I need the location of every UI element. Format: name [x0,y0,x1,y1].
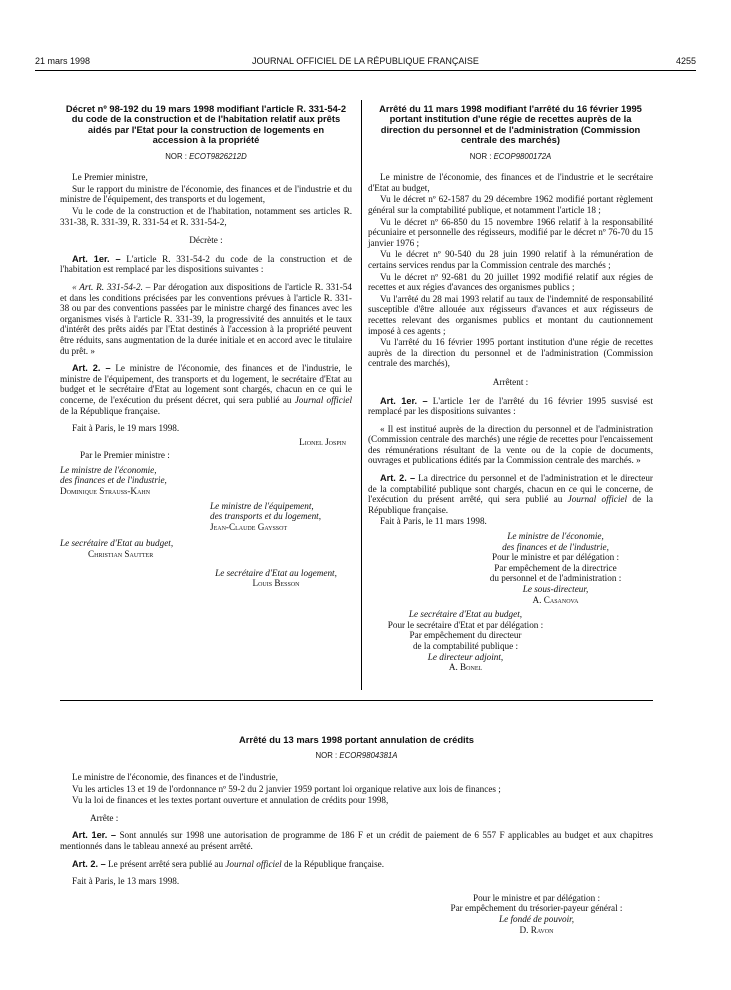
art1-quote-text: Par dérogation aux dispositions de l'article R. 331-54 et dans les conditions précisées par les conventions prévues à l'article R. 331-38 ou par des conventions passées par le ministre chargé des finances avec les organismes visés à l'article R. 331-39, la progressivité des annuités et le taux d'intérêt des prêts aidés par l'Etat destinés à l'accession à la propriété peuvent être réduits, sans augmentation de la durée initiale et en accord avec le titulaire du prêt. » [60,281,352,356]
min-eco-name: Dominique Strauss-Kahn [60,486,151,497]
arrete-p5: Vu le décret nº 92-681 du 20 juillet 1992 modifié relatif aux régies de recettes et aux régies d'avances des organismes publics ; [368,271,653,293]
page-header [35,56,696,71]
par-premier-ministre: Par le Premier ministre : [80,450,170,461]
sec-budget-line: Le secrétaire d'Etat au budget, [60,538,174,549]
art2-label: Art. 2. – [72,363,111,374]
bottom-sig-line1: Pour le ministre et par délégation : [472,892,601,903]
sig2-line5: Le directeur adjoint, [427,651,504,662]
arrete-nor [368,152,653,163]
decree-fait: Fait à Paris, le 19 mars 1998. [72,423,180,434]
decree-art1-quote [60,282,352,356]
arrete-p1: Le ministre de l'économie, des finances et de l'industrie et le secrétaire d'Etat au budget, [368,172,653,193]
sig1-name: A. Casanova [532,594,579,605]
arrete-p3: Vu le décret nº 66-850 du 15 novembre 1966 relatif à la responsabilité pécuniaire et personnelle des régisseurs, modifié par le décret nº 76-70 du 15 janvier 1976 ; [368,216,653,248]
sig1-line4: Par empêchement de la directrice [494,562,617,573]
min-equip-line2: des transports et du logement, [210,511,322,522]
bottom-arrete [60,735,653,935]
bottom-p3: Vu la loi de finances et les textes portant ouverture et annulation de crédits pour 1998, [72,795,389,806]
bottom-p2: Vu les articles 13 et 19 de l'ordonnance nº 59-2 du 2 janvier 1959 portant loi organique relative aux lois de finances ; [72,783,501,794]
art2-jo: Journal officiel [294,394,352,405]
bottom-art1 [60,830,653,851]
min-equip-line1: Le ministre de l'équipement, [210,500,314,511]
bottom-title: Arrêté du 13 mars 1998 portant annulation de crédits [239,734,474,745]
sig1-line1: Le ministre de l'économie, [507,531,604,542]
art1-text: Sont annulés sur 1998 une autorisation de programme de 186 F et un crédit de paiement de 6 557 F applicables au budget et aux chapitres mentionnés dans le tableau annexé au présent arrêté. [60,830,653,851]
bottom-sig-line3: Le fondé de pouvoir, [498,913,575,924]
art2-label: Art. 2. – [380,473,416,484]
header-journal-title: JOURNAL OFFICIEL DE LA RÉPUBLIQUE FRANÇAISE [252,56,479,66]
bottom-arrete-word: Arrête : [90,812,119,823]
arrete-title: Arrêté du 11 mars 1998 modifiant l'arrêté du 16 février 1995 portant institution d'une régie de recettes auprès de la direction du personnel et de l'administration (Commission centrale des marchés) [379,103,642,146]
arrete-arretent: Arrêtent : [492,376,529,387]
decree-nor [60,152,352,163]
bottom-sig-name: D. Ravon [519,924,554,935]
art1-text: L'article R. 331-54-2 du code de la construction et de l'habitation est remplacé par les dispositions suivantes : [60,253,352,275]
arrete-fait: Fait à Paris, le 11 mars 1998. [380,516,487,527]
nor-code: ECOT9826212D [189,151,247,161]
arrete-art1-quote: « Il est institué auprès de la direction du personnel et de l'administration (Commission centrale des marchés) une régie de recettes pour l'encaissement des rémunérations résultant de la vente ou de la copie de documents, ouvrages et publications édités par la Commission centrale des marchés. » [368,423,653,466]
sig2-line4: de la comptabilité publique : [412,640,519,651]
sig2-line2: Pour le secrétaire d'Etat et par délégation : [387,619,544,630]
sig1-line3: Pour le ministre et par délégation : [491,552,620,563]
column-divider [361,100,362,690]
sig1-line5: du personnel et de l'administration : [489,573,622,584]
nor-label: NOR : [315,751,338,761]
art2-jo: Journal officiel [225,858,282,869]
header-page-number: 4255 [675,56,696,66]
arrete-p7: Vu l'arrêté du 16 février 1995 portant institution d'une régie de recettes auprès de la direction du personnel et de l'administration (Commission centrale des marchés), [368,337,653,369]
decree-art1 [60,254,352,275]
bottom-sig-line2: Par empêchement du trésorier-payeur général : [450,903,623,914]
bottom-art2 [60,859,653,870]
nor-label: NOR : [165,151,187,161]
art2-end: de la République française. [368,494,654,515]
art1-quote-label: « Art. R. 331-54-2. – [72,281,151,292]
art2-end: de la République française. [60,405,160,416]
left-column-decree [60,104,352,589]
sec-logement-name: Louis Besson [252,578,300,589]
bottom-fait: Fait à Paris, le 13 mars 1998. [72,876,180,887]
art1-label: Art. 1er. – [380,395,428,406]
min-equip-name: Jean-Claude Gayssot [210,521,288,532]
art2-text: Le ministre de l'économie, des finances et de l'industrie, le ministre de l'équipement, des transports et du logement, le secrétaire d'Etat au budget et le secrétaire d'Etat au logement sont chargés, chacun en ce qui le concerne, de l'exécution du présent décret, qui sera publié au [60,363,353,405]
art1-text: L'article 1er de l'arrêté du 16 février 1995 susvisé est remplacé par les dispositions suivantes : [368,395,653,417]
sig2-line1: Le secrétaire d'Etat au budget, [408,609,523,620]
bottom-p1: Le ministre de l'économie, des finances et de l'industrie, [72,772,278,782]
art2-label: Art. 2. – [72,858,106,869]
min-eco-line1: Le ministre de l'économie, [60,464,157,475]
arrete-art2 [368,473,653,515]
header-date: 21 mars 1998 [35,56,91,66]
sig1-line6: Le sous-directeur, [522,584,589,594]
decree-p3: Vu le code de la construction et de l'habitation, notamment ses articles R. 331-38, R. 331-39, R. 331-54 et R. 331-54-2, [60,206,352,227]
right-column-arrete [368,104,653,673]
art2-text: Le présent arrêté sera publié au [108,858,224,869]
decree-title: Décret nº 98-192 du 19 mars 1998 modifiant l'article R. 331-54-2 du code de la construction et de l'habitation relatif aux prêts aidés par l'Etat pour la construction de logements en accession à la propriété [65,103,347,146]
bottom-nor [60,751,653,762]
nor-label: NOR : [469,151,492,161]
sig2-line3: Par empêchement du directeur [409,630,522,641]
arrete-p4: Vu le décret nº 90-540 du 28 juin 1990 relatif à la rémunération de certains services rendus par la Commission centrale des marchés ; [368,249,653,270]
min-eco-line2: des finances et de l'industrie, [60,475,167,486]
decree-art2 [60,363,352,416]
section-rule [60,700,653,701]
sig2-name: A. Bonel [448,662,483,673]
arrete-p2: Vu le décret nº 62-1587 du 29 décembre 1962 modifié portant règlement général sur la comptabilité publique, et notamment l'article 18 ; [368,194,653,215]
art2-jo: Journal officiel [567,494,628,505]
decree-decrete: Décrète : [189,235,223,246]
arrete-art1 [368,396,653,417]
signature-jospin: Lionel Jospin [299,436,346,447]
sec-budget-name: Christian Sautter [88,549,154,560]
nor-code: ECOR9804381A [339,751,398,761]
art2-text: La directrice du personnel et de l'administration et le directeur de la comptabilité publique sont chargés, chacun en ce qui le concerne, de l'exécution du présent arrêté, qui sera publié au [368,473,653,505]
decree-p1: Le Premier ministre, [72,172,148,183]
sig1-line2: des finances et de l'industrie, [502,541,609,552]
art1-label: Art. 1er. – [72,830,117,841]
nor-code: ECOP9800172A [493,151,552,161]
arrete-p6: Vu l'arrêté du 28 mai 1993 relatif au taux de l'indemnité de responsabilité susceptible d'être allouée aux régisseurs d'avances et aux régisseurs de recettes relevant des organismes publics et montant du cautionnement imposé à ces agents ; [368,293,653,336]
sec-logement-line: Le secrétaire d'Etat au logement, [215,567,337,578]
art2-end: de la République française. [284,858,385,869]
art1-label: Art. 1er. – [72,253,121,264]
decree-p2: Sur le rapport du ministre de l'économie, des finances et de l'industrie et du ministre de l'équipement, des transports et du logement, [60,183,352,205]
